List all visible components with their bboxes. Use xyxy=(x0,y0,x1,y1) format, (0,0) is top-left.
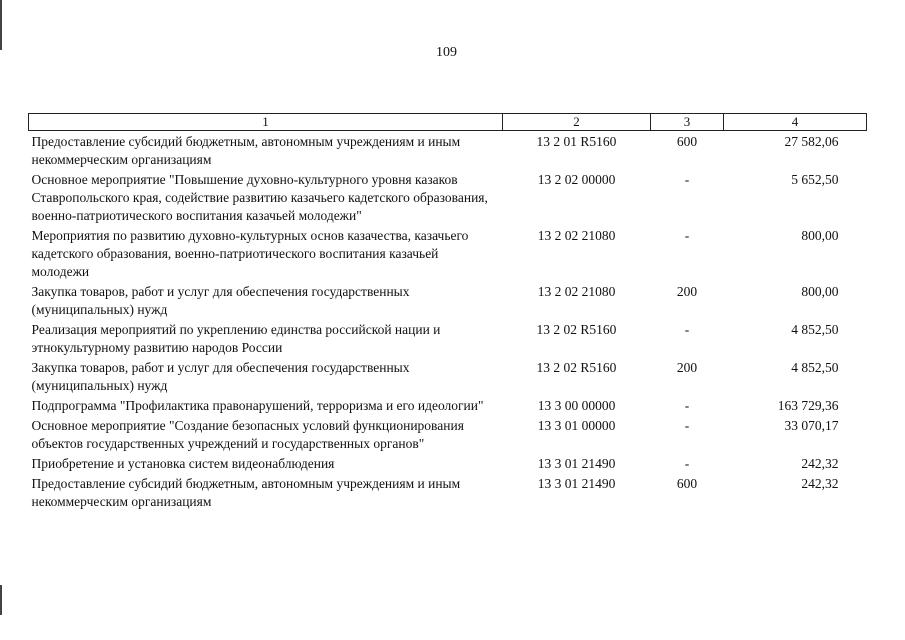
column-header-name: 1 xyxy=(29,114,503,131)
row-type: - xyxy=(684,456,690,471)
row-code: 13 2 02 00000 xyxy=(537,172,616,187)
row-name: Предоставление субсидий бюджетным, автономным учреждениям и иным некоммерческим организациям xyxy=(31,134,461,167)
row-code: 13 2 01 R5160 xyxy=(536,134,617,149)
row-amount: 242,32 xyxy=(801,476,839,491)
row-type: - xyxy=(684,398,690,413)
row-name: Основное мероприятие "Создание безопасных условий функционирования объектов государственных учреждений и государственных органов" xyxy=(31,418,464,451)
row-amount: 27 582,06 xyxy=(784,134,839,149)
row-name: Предоставление субсидий бюджетным, автономным учреждениям и иным некоммерческим организациям xyxy=(31,476,461,509)
row-name: Реализация мероприятий по укреплению единства российской нации и этнокультурному развитию народов России xyxy=(31,322,441,355)
column-header-amount: 4 xyxy=(724,114,867,131)
row-type: 200 xyxy=(676,360,698,375)
row-type: - xyxy=(684,418,690,433)
scan-edge-mark xyxy=(0,585,2,615)
row-name: Подпрограмма "Профилактика правонарушений, терроризма и его идеологии" xyxy=(31,398,484,413)
column-header-type: 3 xyxy=(651,114,724,131)
row-type: - xyxy=(684,172,690,187)
table-row xyxy=(29,453,867,473)
table-row xyxy=(29,395,867,415)
budget-table xyxy=(28,113,867,511)
row-name: Приобретение и установка систем видеонаблюдения xyxy=(31,456,335,471)
row-code: 13 3 01 21490 xyxy=(537,476,616,491)
page-number: 109 xyxy=(436,45,457,60)
row-amount: 800,00 xyxy=(801,228,839,243)
row-name: Закупка товаров, работ и услуг для обеспечения государственных (муниципальных) нужд xyxy=(31,284,410,317)
table-row xyxy=(29,357,867,395)
row-amount: 4 852,50 xyxy=(791,360,839,375)
table-row xyxy=(29,281,867,319)
row-code: 13 2 02 R5160 xyxy=(536,322,617,337)
row-code: 13 2 02 21080 xyxy=(537,284,616,299)
row-code: 13 3 00 00000 xyxy=(537,398,616,413)
row-name: Закупка товаров, работ и услуг для обеспечения государственных (муниципальных) нужд xyxy=(31,360,410,393)
row-type: - xyxy=(684,322,690,337)
table-header-row xyxy=(29,114,867,131)
row-code: 13 3 01 00000 xyxy=(537,418,616,433)
column-header-code: 2 xyxy=(503,114,651,131)
row-code: 13 2 02 R5160 xyxy=(536,360,617,375)
row-amount: 163 729,36 xyxy=(777,398,839,413)
row-type: 200 xyxy=(676,284,698,299)
row-type: 600 xyxy=(676,476,698,491)
table-row xyxy=(29,319,867,357)
row-name: Мероприятия по развитию духовно-культурных основ казачества, казачьего кадетского образования, военно-патриотического воспитания казачьей молодежи xyxy=(31,228,469,279)
row-amount: 33 070,17 xyxy=(784,418,839,433)
row-amount: 800,00 xyxy=(801,284,839,299)
table-row xyxy=(29,415,867,453)
row-code: 13 3 01 21490 xyxy=(537,456,616,471)
row-amount: 4 852,50 xyxy=(791,322,839,337)
table-row xyxy=(29,473,867,511)
row-type: 600 xyxy=(676,134,698,149)
table-row xyxy=(29,131,867,170)
row-type: - xyxy=(684,228,690,243)
row-name: Основное мероприятие "Повышение духовно-культурного уровня казаков Ставропольского края, содействие развитию казачьего кадетского образования, военно-патриотического воспитания казачьей молодежи" xyxy=(31,172,488,223)
row-code: 13 2 02 21080 xyxy=(537,228,616,243)
row-amount: 242,32 xyxy=(801,456,839,471)
row-amount: 5 652,50 xyxy=(791,172,839,187)
scan-edge-mark xyxy=(0,0,2,50)
table-row xyxy=(29,169,867,225)
table-row xyxy=(29,225,867,281)
